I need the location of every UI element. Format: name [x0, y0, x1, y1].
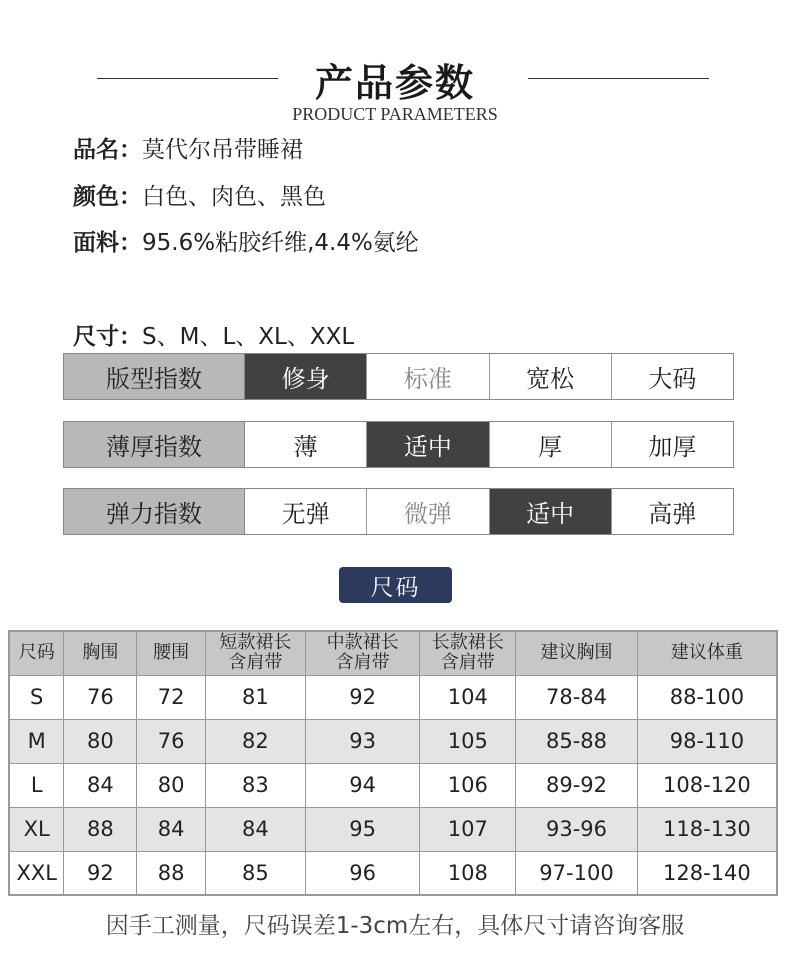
size-table-header-text: 腰围	[153, 642, 190, 664]
table-cell: 106	[420, 763, 516, 807]
stretch-option: 微弹	[367, 489, 489, 534]
size-table-header	[9, 631, 64, 675]
fit-index-label: 版型指数	[64, 354, 245, 399]
info-color-value: 白色、肉色、黑色	[142, 184, 326, 210]
thickness-option: 加厚	[612, 422, 733, 467]
table-cell: 78-84	[516, 675, 638, 719]
table-cell: 88-100	[637, 675, 777, 719]
table-cell: 97-100	[516, 851, 638, 895]
size-table	[8, 630, 778, 896]
table-cell: 104	[420, 675, 516, 719]
table-cell: 108-120	[637, 763, 777, 807]
table-cell: 105	[420, 719, 516, 763]
table-cell: 128-140	[637, 851, 777, 895]
table-cell: 89-92	[516, 763, 638, 807]
table-cell: 84	[64, 763, 137, 807]
size-table-header	[305, 631, 420, 675]
size-table-header-text: 长款裙长	[431, 632, 504, 654]
table-cell: 92	[64, 851, 137, 895]
size-table-header-text: 建议胸围	[540, 642, 613, 664]
info-color-label: 颜色：	[73, 184, 142, 210]
table-cell: 76	[137, 719, 206, 763]
stretch-option: 无弹	[245, 489, 367, 534]
table-row	[9, 763, 777, 807]
stretch-index-row	[63, 488, 734, 535]
info-size-label: 尺寸：	[73, 324, 142, 350]
info-material-value: 95.6%粘胶纤维,4.4%氨纶	[142, 230, 419, 256]
thickness-option: 厚	[490, 422, 612, 467]
info-name	[73, 131, 303, 164]
table-cell: 98-110	[637, 719, 777, 763]
size-table-header-text: 含肩带	[228, 652, 283, 674]
size-table-header-text: 胸围	[82, 642, 119, 664]
table-cell: 93-96	[516, 807, 638, 851]
table-cell: 88	[137, 851, 206, 895]
fit-option: 大码	[612, 354, 733, 399]
fit-option: 修身	[245, 354, 367, 399]
thickness-option: 适中	[367, 422, 489, 467]
size-table-header	[206, 631, 306, 675]
table-row	[9, 807, 777, 851]
info-name-label: 品名：	[73, 137, 142, 163]
info-material-label: 面料：	[73, 230, 142, 256]
table-cell: 84	[137, 807, 206, 851]
size-table-header-row	[9, 631, 777, 675]
size-table-header-text: 中款裙长	[326, 632, 399, 654]
info-material	[73, 224, 419, 257]
info-color	[73, 178, 326, 211]
thickness-index-row	[63, 421, 734, 468]
table-cell: S	[9, 675, 64, 719]
size-table-header-text: 短款裙长	[219, 632, 292, 654]
table-cell: 83	[206, 763, 306, 807]
table-cell: 80	[137, 763, 206, 807]
table-cell: 95	[305, 807, 420, 851]
size-table-header-text: 含肩带	[440, 652, 495, 674]
table-cell: 94	[305, 763, 420, 807]
size-table-header-text: 含肩带	[335, 652, 390, 674]
page-title: 产品参数	[314, 61, 475, 105]
table-cell: 118-130	[637, 807, 777, 851]
size-table-header-text: 尺码	[18, 642, 55, 664]
table-cell: L	[9, 763, 64, 807]
stretch-index-label: 弹力指数	[64, 489, 245, 534]
table-cell: 84	[206, 807, 306, 851]
table-row	[9, 675, 777, 719]
table-cell: 82	[206, 719, 306, 763]
table-row	[9, 719, 777, 763]
page-subtitle: PRODUCT PARAMETERS	[292, 104, 498, 124]
size-section-badge: 尺码	[339, 567, 452, 603]
size-table-header	[420, 631, 516, 675]
table-cell: XL	[9, 807, 64, 851]
info-name-value: 莫代尔吊带睡裙	[142, 137, 303, 163]
fit-index-row	[63, 353, 734, 400]
table-cell: 88	[64, 807, 137, 851]
fit-option: 标准	[367, 354, 489, 399]
table-cell: 85	[206, 851, 306, 895]
info-size	[73, 318, 354, 351]
table-cell: 80	[64, 719, 137, 763]
table-cell: 108	[420, 851, 516, 895]
info-size-value: S、M、L、XL、XXL	[142, 324, 355, 350]
table-cell: 76	[64, 675, 137, 719]
table-cell: 81	[206, 675, 306, 719]
table-cell: 107	[420, 807, 516, 851]
stretch-option: 高弹	[612, 489, 733, 534]
table-cell: 85-88	[516, 719, 638, 763]
table-cell: 96	[305, 851, 420, 895]
table-cell: 72	[137, 675, 206, 719]
table-cell: 92	[305, 675, 420, 719]
thickness-index-label: 薄厚指数	[64, 422, 245, 467]
measurement-note: 因手工测量，尺码误差1-3cm左右，具体尺寸请咨询客服	[105, 913, 685, 939]
stretch-option: 适中	[490, 489, 612, 534]
fit-option: 宽松	[490, 354, 612, 399]
table-cell: M	[9, 719, 64, 763]
size-table-header	[637, 631, 777, 675]
table-cell: 93	[305, 719, 420, 763]
size-table-header-text: 建议体重	[670, 642, 743, 664]
size-table-header	[64, 631, 137, 675]
size-table-header	[137, 631, 206, 675]
thickness-option: 薄	[245, 422, 367, 467]
table-row	[9, 851, 777, 895]
table-cell: XXL	[9, 851, 64, 895]
size-table-header	[516, 631, 638, 675]
